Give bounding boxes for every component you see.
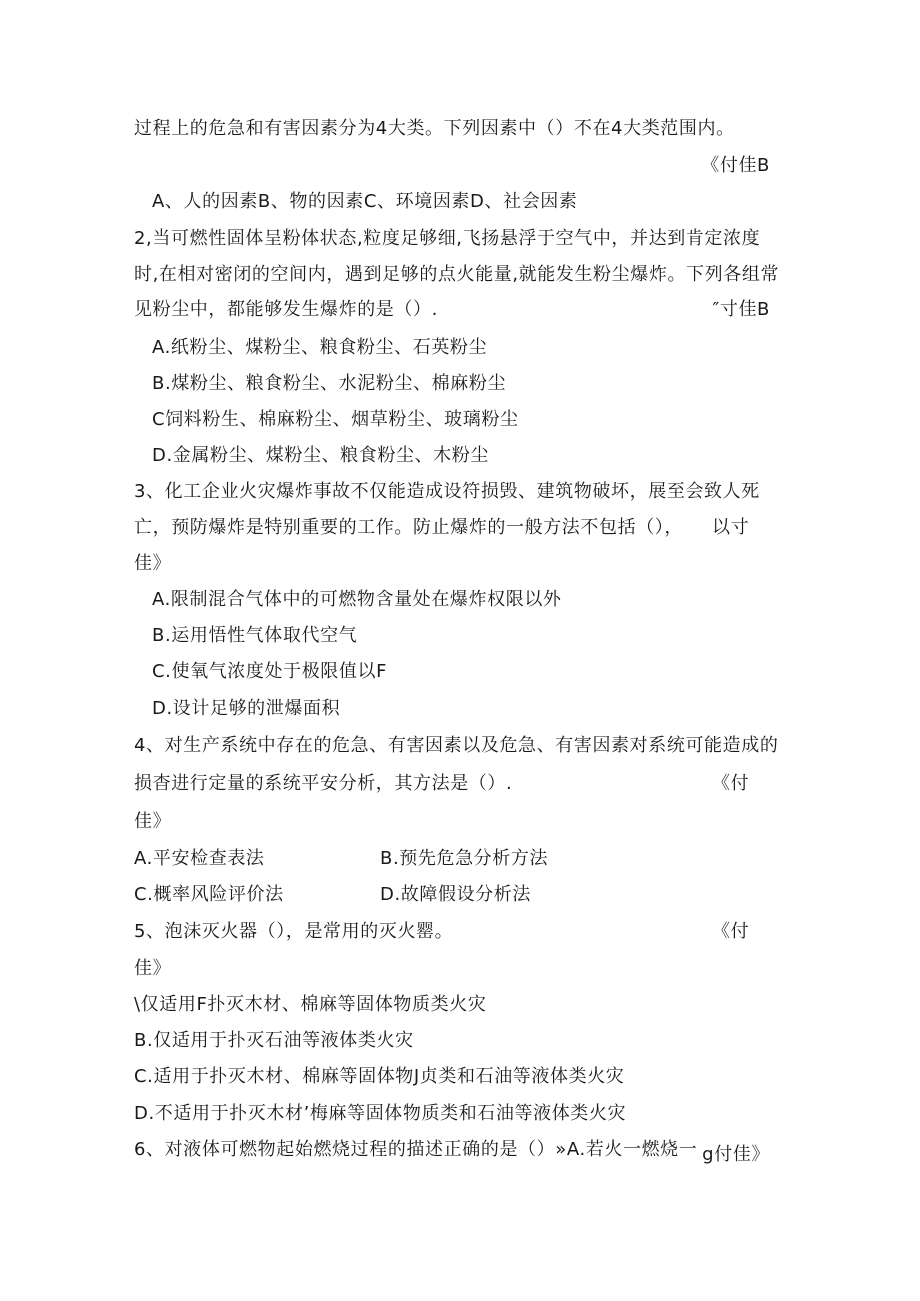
text-line: 时,在相对密闭的空间内，遇到足够的点火能量,就能发生粉尘爆炸。下列各组常 xyxy=(134,264,780,285)
text-line: D.设计足够的泄爆面积 xyxy=(152,698,341,719)
text-line: 以寸 xyxy=(712,517,750,538)
text-line: C.适用于扑灭木材、棉麻等固体物J贞类和石油等液体类火灾 xyxy=(134,1066,625,1087)
text-line: 2,当可燃性固体呈粉体状态,粒度足够细,飞扬悬浮于空气中，并达到肯定浓度 xyxy=(134,228,761,249)
text-line: C饲料粉生、棉麻粉尘、烟草粉尘、玻璃粉尘 xyxy=(152,409,519,430)
text-line: B.煤粉尘、粮食粉尘、水泥粉尘、棉麻粉尘 xyxy=(152,373,507,394)
text-line: B.运用悟性气体取代空气 xyxy=(152,625,358,646)
text-line: 《付佳B xyxy=(701,155,770,176)
text-line: 佳》 xyxy=(134,958,172,979)
text-line: C.概率风险评价法 xyxy=(134,884,284,905)
text-line: A.纸粉尘、煤粉尘、粮食粉尘、石英粉尘 xyxy=(152,337,488,358)
text-line: B.仅适用于扑灭石油等液体类火灾 xyxy=(134,1030,414,1051)
text-line: \仅适用F扑灭木材、棉麻等固体物质类火灾 xyxy=(134,994,487,1015)
text-line: 4、对生产系统中存在的危急、有害因素以及危急、有害因素对系统可能造成的 xyxy=(134,735,779,756)
text-line: 5、泡沫灭火器（），是常用的灭火罂。 xyxy=(134,921,454,942)
text-line: A.限制混合气体中的可燃物含量处在爆炸权限以外 xyxy=(152,589,562,610)
text-line: A、人的因素B、物的因素C、环境因素D、社会因素 xyxy=(152,191,578,212)
text-line: B.预先危急分析方法 xyxy=(380,848,549,869)
text-line: g付佳》 xyxy=(702,1144,770,1165)
text-line: 佳》 xyxy=(134,811,172,832)
text-line: D.不适用于扑灭木材’梅麻等固体物质类和石油等液体类火灾 xyxy=(134,1103,627,1124)
text-line: 亡，预防爆炸是特别重要的工作。防止爆炸的一般方法不包括（）， xyxy=(134,517,683,538)
text-line: A.平安检查表法 xyxy=(134,848,265,869)
text-line: 《付 xyxy=(712,773,750,794)
text-line: 3、化工企业火灾爆炸事故不仅能造成设符损毁、建筑物破坏，展至会致人死 xyxy=(134,481,760,502)
text-line: 《付 xyxy=(712,921,750,942)
text-line: 过程上的危急和有害因素分为4大类。下列因素中（）不在4大类范围内。 xyxy=(134,118,735,139)
text-line: 佳》 xyxy=(134,553,172,574)
text-line: 见粉尘中，都能够发生爆炸的是（）. xyxy=(134,299,438,320)
text-line: 6、对液体可燃物起始燃烧过程的描述正确的是（）»A.若火一燃烧一 xyxy=(134,1139,698,1160)
text-line: C.使氧气浓度处于极限值以F xyxy=(152,661,388,682)
text-line: D.金属粉尘、煤粉尘、粮食粉尘、木粉尘 xyxy=(152,445,489,466)
text-line: 损杳进行定量的系统平安分析，其方法是（）. xyxy=(134,773,513,794)
text-line: D.故障假设分析法 xyxy=(380,884,531,905)
text-line: ″寸佳B xyxy=(712,299,770,320)
